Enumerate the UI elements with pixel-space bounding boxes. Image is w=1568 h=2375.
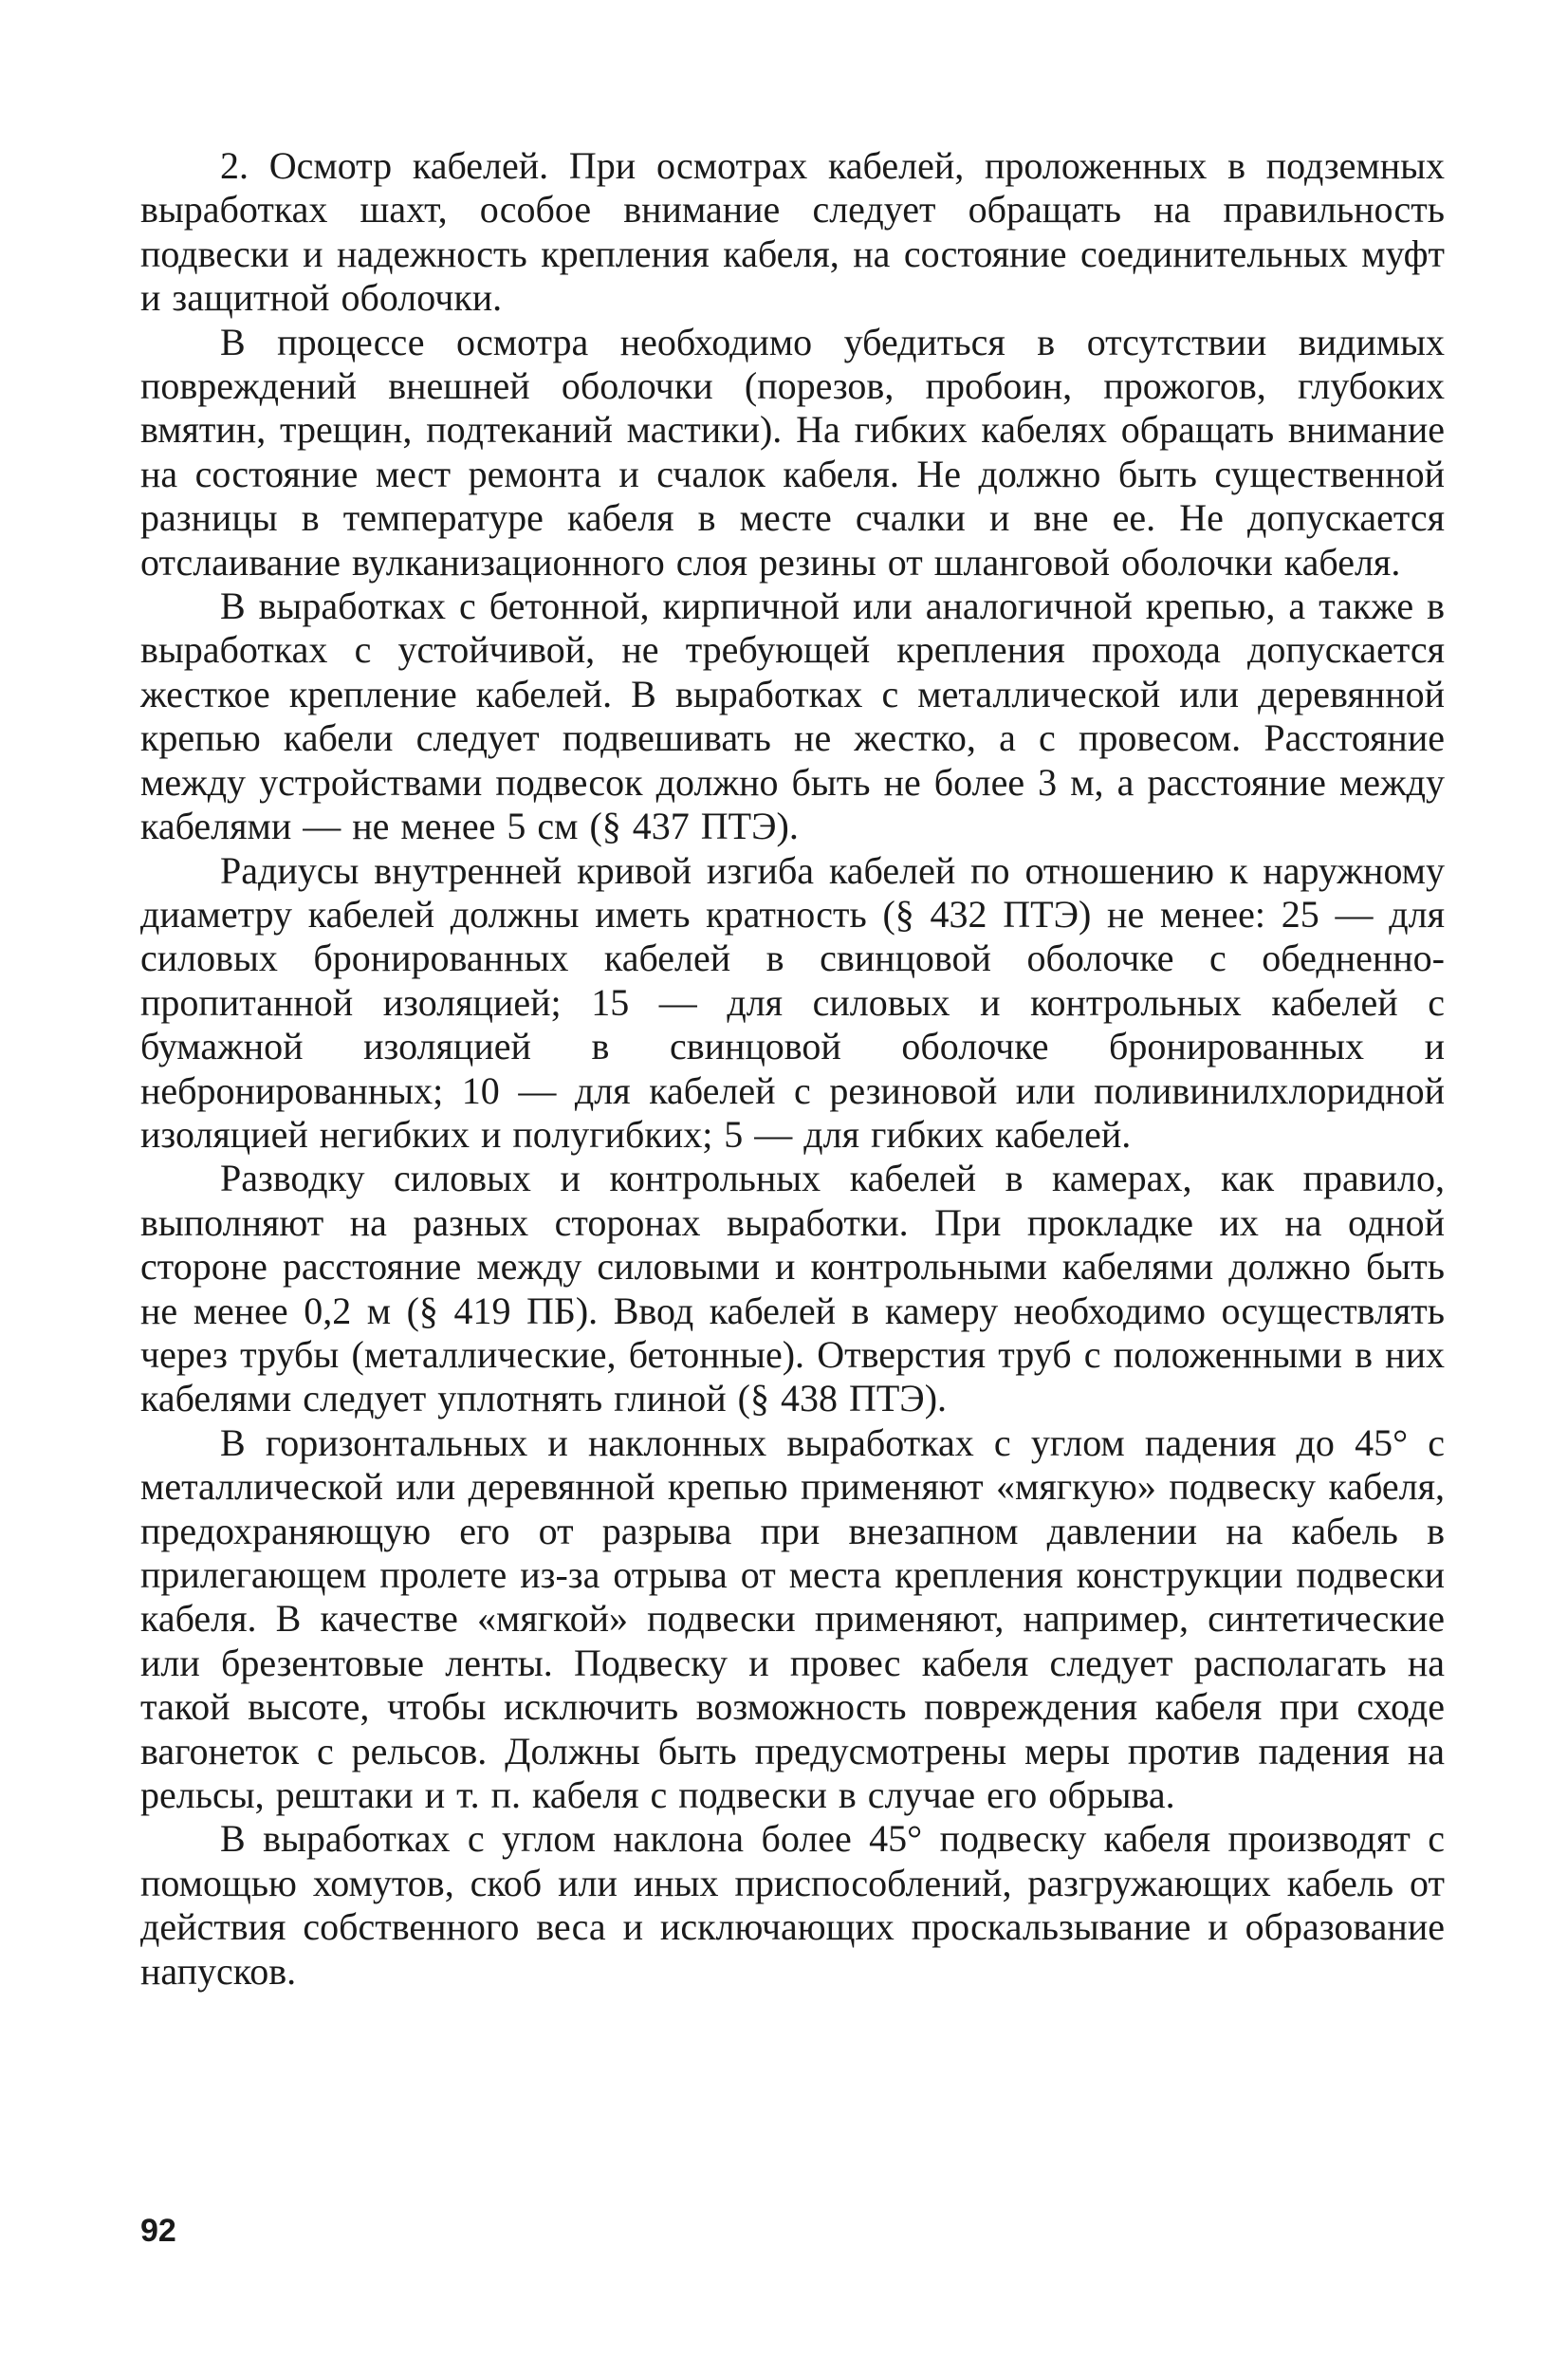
paragraph-soft-suspension: В горизонтальных и наклонных выработках с углом падения до 45° с металлической или деревянной крепью применяют «мягкую» подвеску кабеля, предохраняющую его от разрыва при внезапном давлении на кабель в прилегающем пролете из-за отрыва от места крепления конструкции подвески кабеля. В качестве «мягкой» подвески применяют, например, синтетические или брезентовые ленты. Подвеску и провес кабеля следует располагать на такой высоте, чтобы исключить возможность повреждения кабеля при сходе вагонеток с рельсов. Должны быть предусмотрены меры против падения на рельсы, рештаки и т. п. кабеля с подвески в случае его обрыва.: [140, 1420, 1445, 1817]
paragraph-bend-radius: Радиусы внутренней кривой изгиба кабелей по отношению к наружному диаметру кабелей должны иметь кратность (§ 432 ПТЭ) не менее: 25 — для силовых бронированных кабелей в свинцовой оболочке с обедненно-пропитанной изоляцией; 15 — для силовых и контрольных кабелей с бумажной изоляцией в свинцовой оболочке бронированных и небронированных; 10 — для кабелей с резиновой или поливинилхлоридной изоляцией негибких и полугибких; 5 — для гибких кабелей.: [140, 848, 1445, 1156]
paragraph-steep-workings: В выработках с углом наклона более 45° подвеску кабеля производят с помощью хомутов, скоб или иных приспособлений, разгружающих кабель от действия собственного веса и исключающих проскальзывание и образование напусков.: [140, 1817, 1445, 1993]
page-number: 92: [140, 2213, 176, 2249]
paragraph-cable-inspection: 2. Осмотр кабелей. При осмотрах кабелей, проложенных в подземных выработках шахт, особое внимание следует обращать на правильность подвески и надежность крепления кабеля, на состояние соединительных муфт и защитной оболочки.: [140, 144, 1445, 320]
body-text: [140, 144, 1445, 1994]
paragraph-chamber-routing: Разводку силовых и контрольных кабелей в камерах, как правило, выполняют на разных сторонах выработки. При прокладке их на одной стороне расстояние между силовыми и контрольными кабелями должно быть не менее 0,2 м (§ 419 ПБ). Ввод кабелей в камеру необходимо осуществлять через трубы (металлические, бетонные). Отверстия труб с положенными в них кабелями следует уплотнять глиной (§ 438 ПТЭ).: [140, 1157, 1445, 1420]
paragraph-cable-fastening: В выработках с бетонной, кирпичной или аналогичной крепью, а также в выработках с устойчивой, не требующей крепления прохода допускается жесткое крепление кабелей. В выработках с металлической или деревянной крепью кабели следует подвешивать не жестко, а с провесом. Расстояние между устройствами подвесок должно быть не более 3 м, а расстояние между кабелями — не менее 5 см (§ 437 ПТЭ).: [140, 584, 1445, 848]
paragraph-sheath-damage: В процессе осмотра необходимо убедиться в отсутствии видимых повреждений внешней оболочки (порезов, пробоин, прожогов, глубоких вмятин, трещин, подтеканий мастики). На гибких кабелях обращать внимание на состояние мест ремонта и счалок кабеля. Не должно быть существенной разницы в температуре кабеля в месте счалки и вне ее. Не допускается отслаивание вулканизационного слоя резины от шланговой оболочки кабеля.: [140, 320, 1445, 584]
